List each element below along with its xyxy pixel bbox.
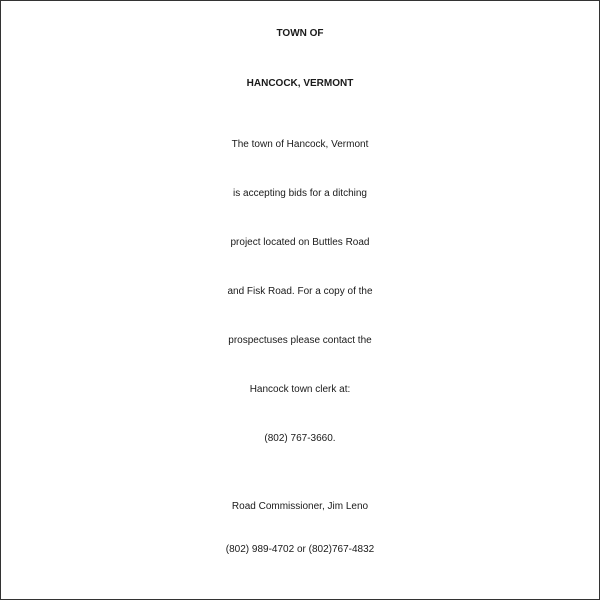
clerk-phone: (802) 767-3660. [264,433,336,444]
commissioner-name: Road Commissioner, Jim Leno [231,501,369,512]
notice-body [1,120,599,463]
body-line: and Fisk Road. For a copy of the [227,286,373,297]
body-line: Hancock town clerk at: [249,384,351,395]
title-line: TOWN OF [276,28,324,39]
title-line: HANCOCK, VERMONT [246,78,354,89]
body-line: The town of Hancock, Vermont [231,139,369,150]
commissioner-contact [1,485,599,571]
body-line: prospectuses please contact the [228,335,372,346]
body-line: is accepting bids for a ditching [233,188,367,199]
notice-title [1,9,599,109]
body-line: project located on Buttles Road [230,237,370,248]
commissioner-phones: (802) 989-4702 or (802)767-4832 [225,544,375,555]
